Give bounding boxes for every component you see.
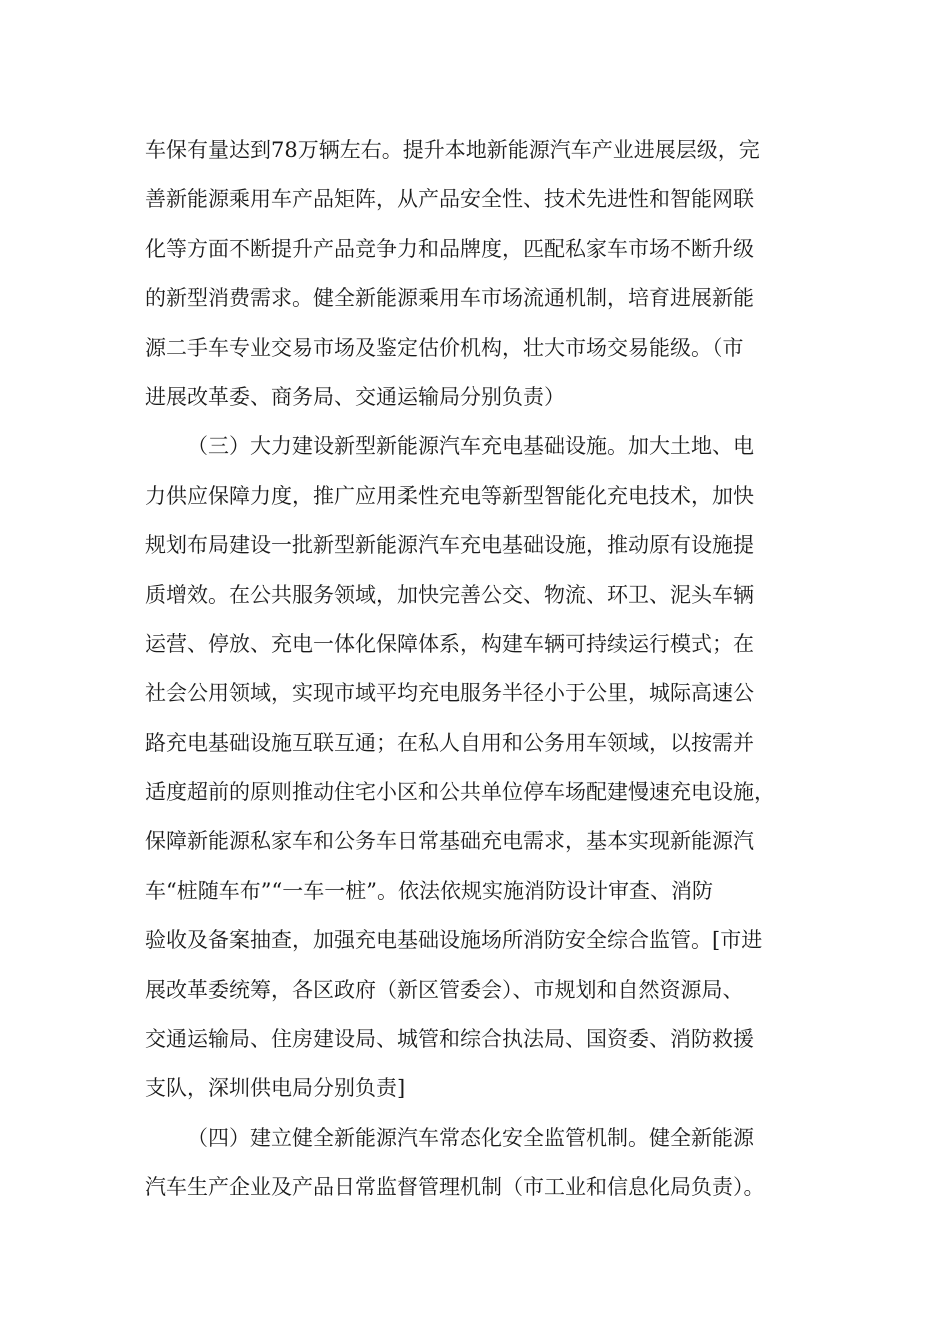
text-line: 质增效。在公共服务领域，加快完善公交、物流、环卫、泥头车辆 xyxy=(145,582,754,607)
text-line: 汽车生产企业及产品日常监督管理机制（市工业和信息化局负责）。 xyxy=(145,1175,765,1200)
section-heading-line: （四）建立健全新能源汽车常态化安全监管机制。健全新能源 xyxy=(187,1125,754,1150)
text-line: 规划布局建设一批新型新能源汽车充电基础设施，推动原有设施提 xyxy=(145,533,754,558)
text-line: 适度超前的原则推动住宅小区和公共单位停车场配建慢速充电设施， xyxy=(145,780,775,805)
text-line: 化等方面不断提升产品竞争力和品牌度，匹配私家车市场不断升级 xyxy=(145,236,754,261)
text-line: 展改革委统筹，各区政府（新区管委会）、市规划和自然资源局、 xyxy=(145,977,744,1002)
text-line: 进展改革委、商务局、交通运输局分别负责） xyxy=(145,384,565,409)
text-line: 验收及备案抽查，加强充电基础设施场所消防安全综合监管。[市进 xyxy=(145,928,763,953)
text-line: 路充电基础设施互联互通；在私人自用和公务用车领域，以按需并 xyxy=(145,730,754,755)
section-heading-line: （三）大力建设新型新能源汽车充电基础设施。加大土地、电 xyxy=(187,434,754,459)
body-text xyxy=(145,126,820,1213)
text-line: 车“桩随车布”“一车一桩”。依法依规实施消防设计审查、消防 xyxy=(145,878,713,903)
text-line: 源二手车专业交易市场及鉴定估价机构，壮大市场交易能级。（市 xyxy=(145,335,744,360)
text-line: 的新型消费需求。健全新能源乘用车市场流通机制，培育进展新能 xyxy=(145,286,754,311)
text-line: 车保有量达到78万辆左右。提升本地新能源汽车产业进展层级，完 xyxy=(145,138,760,162)
text-line: 社会公用领域，实现市域平均充电服务半径小于公里，城际高速公 xyxy=(145,681,754,706)
text-line: 运营、停放、充电一体化保障体系，构建车辆可持续运行模式；在 xyxy=(145,631,754,656)
text-line: 善新能源乘用车产品矩阵，从产品安全性、技术先进性和智能网联 xyxy=(145,187,754,212)
text-line: 支队，深圳供电局分别负责] xyxy=(145,1076,406,1101)
text-line: 保障新能源私家车和公务车日常基础充电需求，基本实现新能源汽 xyxy=(145,829,754,854)
text-line: 力供应保障力度，推广应用柔性充电等新型智能化充电技术，加快 xyxy=(145,483,754,508)
text-line: 交通运输局、住房建设局、城管和综合执法局、国资委、消防救援 xyxy=(145,1027,754,1052)
